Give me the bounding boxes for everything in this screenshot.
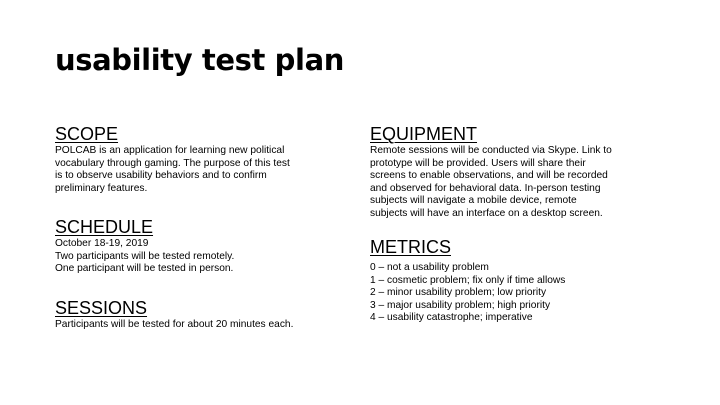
- metrics-item: 4 – usability catastrophe; imperative: [370, 312, 533, 324]
- equipment-line: prototype will be provided. Users will share their: [370, 157, 586, 169]
- metrics-item: 2 – minor usability problem; low priority: [370, 287, 547, 299]
- metrics-item: 0 – not a usability problem: [370, 262, 489, 273]
- schedule-body: [55, 238, 234, 276]
- sessions-section: [55, 298, 293, 332]
- scope-heading: SCOPE: [55, 124, 119, 144]
- equipment-line: and observed for behavioral data. In-person testing: [370, 182, 601, 194]
- equipment-section: [370, 124, 612, 221]
- scope-line: preliminary features.: [55, 182, 148, 194]
- metrics-item: 1 – cosmetic problem; fix only if time allows: [370, 274, 566, 286]
- schedule-line: October 18-19, 2019: [55, 238, 149, 249]
- equipment-line: subjects will navigate a mobile device, remote: [370, 195, 577, 207]
- equipment-line: subjects will have an interface on a desktop screen.: [370, 207, 603, 219]
- equipment-heading: EQUIPMENT: [370, 124, 478, 144]
- equipment-line: Remote sessions will be conducted via Skype. Link to: [370, 145, 612, 156]
- metrics-heading: METRICS: [370, 237, 451, 257]
- equipment-body: [370, 145, 612, 221]
- equipment-line: screens to enable observations, and will be recorded: [370, 170, 608, 182]
- page-title: usability test plan: [55, 43, 344, 77]
- metrics-section: [370, 237, 565, 325]
- sessions-line: Participants will be tested for about 20 minutes each.: [55, 319, 294, 330]
- sessions-heading: SESSIONS: [55, 298, 148, 318]
- schedule-line: One participant will be tested in person.: [55, 263, 234, 275]
- scope-body: [55, 145, 290, 195]
- metrics-list: [370, 262, 565, 325]
- scope-line: vocabulary through gaming. The purpose of this test: [55, 157, 290, 169]
- sessions-body: [55, 319, 293, 332]
- schedule-section: [55, 217, 234, 276]
- scope-section: [55, 124, 290, 195]
- metrics-item: 3 – major usability problem; high priority: [370, 299, 551, 311]
- scope-line: POLCAB is an application for learning new political: [55, 145, 285, 156]
- schedule-heading: SCHEDULE: [55, 217, 154, 237]
- scope-line: is to observe usability behaviors and to confirm: [55, 170, 267, 182]
- schedule-line: Two participants will be tested remotely.: [55, 250, 235, 262]
